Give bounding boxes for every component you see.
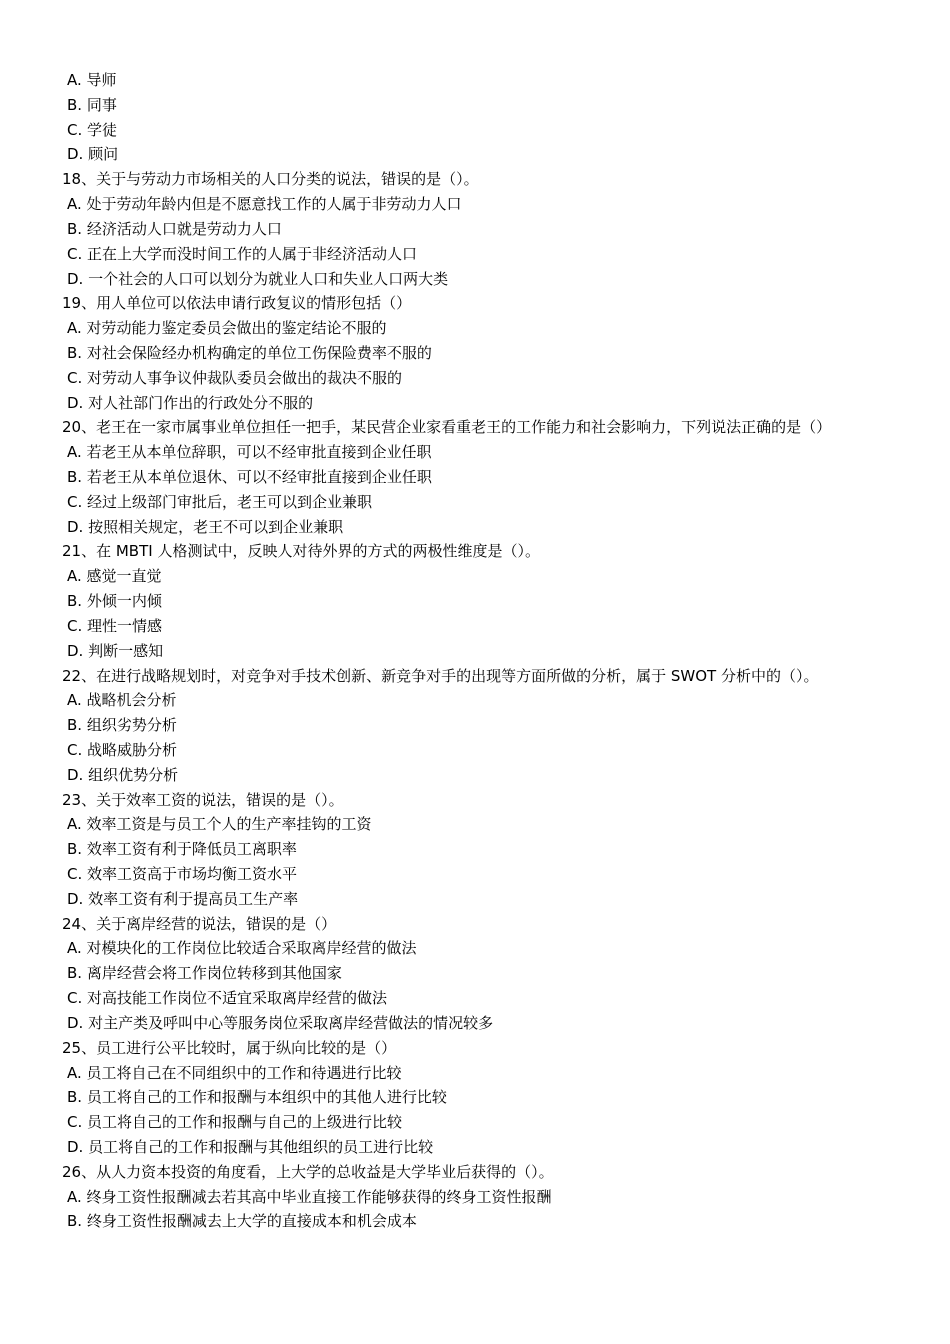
question-text: 24、关于离岸经营的说法，错误的是（）	[62, 914, 337, 933]
answer-option: C. 战略威胁分析	[67, 740, 178, 759]
answer-option: B. 员工将自己的工作和报酬与本组织中的其他人进行比较	[67, 1088, 447, 1107]
answer-option: B. 外倾一内倾	[67, 592, 162, 611]
answer-option: C. 员工将自己的工作和报酬与自己的上级进行比较	[67, 1113, 403, 1132]
answer-option: D. 判断一感知	[67, 641, 164, 660]
question-text: 18、关于与劳动力市场相关的人口分类的说法，错误的是（）。	[62, 170, 479, 189]
answer-option: B. 离岸经营会将工作岗位转移到其他国家	[67, 964, 342, 983]
answer-option: A. 若老王从本单位辞职，可以不经审批直接到企业任职	[67, 443, 432, 462]
question-text: 20、老王在一家市属事业单位担任一把手，某民营企业家看重老王的工作能力和社会影响力，下列说法正确的是（）	[62, 418, 832, 437]
answer-option: A. 战略机会分析	[67, 691, 177, 710]
answer-option: C. 对劳动人事争议仲裁队委员会做出的裁决不服的	[67, 368, 403, 387]
answer-option: D. 顾问	[67, 145, 119, 164]
answer-option: A. 终身工资性报酬减去若其高中毕业直接工作能够获得的终身工资性报酬	[67, 1187, 552, 1206]
answer-option: C. 经过上级部门审批后，老王可以到企业兼职	[67, 492, 373, 511]
answer-option: D. 按照相关规定，老王不可以到企业兼职	[67, 517, 344, 536]
answer-option: B. 若老王从本单位退休、可以不经审批直接到企业任职	[67, 468, 432, 486]
answer-option: B. 组织劣势分析	[67, 716, 177, 735]
answer-option: D. 组织优势分析	[67, 765, 179, 784]
answer-option: B. 经济活动人口就是劳动力人口	[67, 219, 282, 238]
question-text: 19、用人单位可以依法申请行政复议的情形包括（）	[62, 294, 412, 313]
answer-option: B. 同事	[67, 95, 117, 114]
answer-option: D. 对人社部门作出的行政处分不服的	[67, 393, 314, 412]
answer-option: D. 效率工资有利于提高员工生产率	[67, 889, 299, 908]
answer-option: D. 一个社会的人口可以划分为就业人口和失业人口两大类	[67, 269, 449, 288]
answer-option: A. 对模块化的工作岗位比较适合采取离岸经营的做法	[67, 939, 417, 958]
answer-option: A. 处于劳动年龄内但是不愿意找工作的人属于非劳动力人口	[67, 195, 462, 214]
answer-option: A. 导师	[67, 71, 117, 89]
document-page	[62, 68, 922, 1234]
question-text: 25、员工进行公平比较时，属于纵向比较的是（）	[62, 1038, 397, 1057]
answer-option: C. 学徒	[67, 120, 118, 139]
question-text: 21、在 MBTI 人格测试中，反映人对待外界的方式的两极性维度是（）。	[62, 542, 540, 561]
answer-option: A. 对劳动能力鉴定委员会做出的鉴定结论不服的	[67, 319, 387, 338]
answer-option: C. 对高技能工作岗位不适宜采取离岸经营的做法	[67, 989, 388, 1008]
question-text: 26、从人力资本投资的角度看，上大学的总收益是大学毕业后获得的（）。	[62, 1162, 554, 1181]
answer-option: C. 理性一情感	[67, 616, 163, 635]
question-text: 22、在进行战略规划时，对竞争对手技术创新、新竞争对手的出现等方面所做的分析，属于 SWOT 分析中的（）。	[62, 666, 819, 685]
answer-option: B. 终身工资性报酬减去上大学的直接成本和机会成本	[67, 1212, 417, 1231]
answer-option: C. 效率工资高于市场均衡工资水平	[67, 865, 298, 883]
answer-option: A. 员工将自己在不同组织中的工作和待遇进行比较	[67, 1063, 402, 1082]
answer-option: A. 效率工资是与员工个人的生产率挂钩的工资	[67, 815, 372, 834]
answer-option: D. 对主产类及呼叫中心等服务岗位采取离岸经营做法的情况较多	[67, 1013, 494, 1032]
answer-option: B. 效率工资有利于降低员工离职率	[67, 840, 297, 859]
answer-option: A. 感觉一直觉	[67, 567, 162, 586]
answer-option: B. 对社会保险经办机构确定的单位工伤保险费率不服的	[67, 343, 432, 362]
answer-option: D. 员工将自己的工作和报酬与其他组织的员工进行比较	[67, 1137, 434, 1156]
question-text: 23、关于效率工资的说法，错误的是（）。	[62, 790, 344, 809]
answer-option: C. 正在上大学而没时间工作的人属于非经济活动人口	[67, 244, 418, 263]
